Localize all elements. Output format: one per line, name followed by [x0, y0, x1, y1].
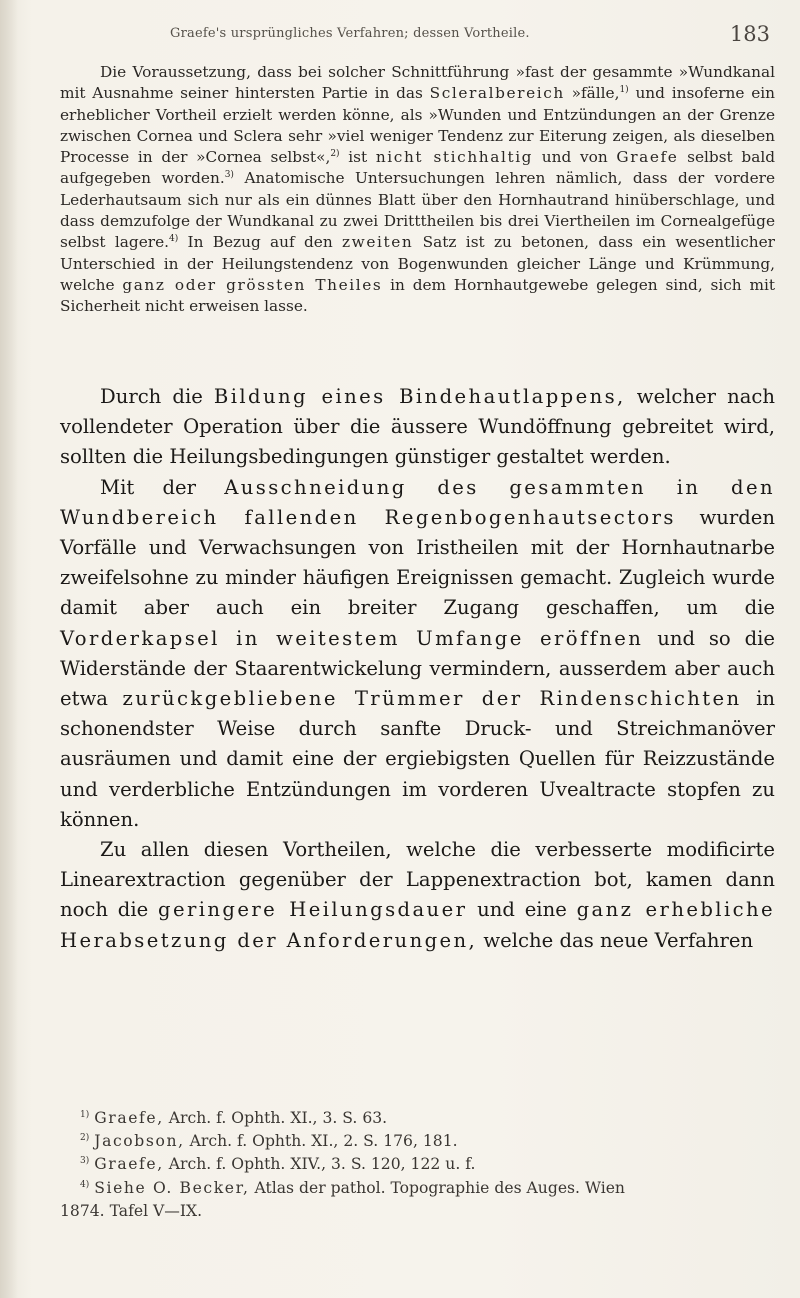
- text-run: Durch die: [100, 385, 214, 408]
- running-head: Graefe's ursprüngliches Verfahren; dessen Vortheile.: [170, 26, 530, 41]
- footnotes: [60, 1107, 775, 1223]
- footnote-author: Siehe O. Becker,: [94, 1178, 250, 1197]
- page-number: 183: [729, 22, 770, 46]
- footnote-marker: 3): [224, 170, 234, 181]
- paragraph-regenbogenhaut: [60, 473, 775, 835]
- footnote-marker: 2): [330, 149, 340, 160]
- spaced-text: nicht stichhaltig: [375, 148, 534, 167]
- footnote-author: Graefe,: [94, 1155, 164, 1174]
- footnote-number: 2): [80, 1133, 90, 1144]
- footnote: [60, 1177, 775, 1200]
- footnote-author: Graefe,: [94, 1109, 164, 1127]
- footnote: [60, 1130, 775, 1153]
- spaced-text: Ausschneidung des gesammten in den Wundbereich fallenden Regenbogenhautsectors: [60, 475, 776, 529]
- paragraph-bindehautlappen: [60, 382, 775, 473]
- text-run: ist: [339, 148, 376, 167]
- spaced-text: ganz oder grössten Theiles: [122, 275, 383, 294]
- text-run: welche das neue Verfahren: [477, 928, 754, 952]
- gutter-shadow: [0, 0, 18, 1298]
- spaced-text: Scleralbereich: [429, 84, 565, 103]
- footnote: [60, 1153, 775, 1176]
- footnote-reference: Atlas der pathol. Topographie des Auges. Wien: [249, 1178, 625, 1197]
- text-run: und von: [533, 148, 617, 167]
- spaced-text: ganz erhebliche Herabsetzung der Anforderungen,: [60, 898, 775, 952]
- text-run: welcher nach vollendeter Operation über die äussere Wundöffnung gebreitet wird, sollten die Heilungsbedingungen günstiger gestaltet werden.: [60, 385, 775, 469]
- paragraph-vortheile: [60, 835, 775, 956]
- footnote: [60, 1107, 775, 1130]
- text-run: In Bezug auf den: [178, 233, 343, 252]
- text-run: Satz ist zu betonen, dass ein wesentlicher Unterschied in der Heilungstendenz von Bogenwunden gleicher Länge und Krümmung, welche: [60, 233, 775, 294]
- footnote-marker: 4): [168, 234, 179, 245]
- spaced-text: Graefe: [616, 148, 679, 167]
- text-run: »fälle,: [564, 84, 620, 103]
- footnote-reference: Arch. f. Ophth. XI., 3. S. 63.: [163, 1109, 388, 1127]
- footnote-reference: Arch. f. Ophth. XIV., 3. S. 120, 122 u. f.: [163, 1155, 476, 1174]
- spaced-text: Vorderkapsel in weitestem Umfange eröffnen: [60, 626, 644, 650]
- footnote-number: 1): [80, 1109, 90, 1120]
- text-run: und so die Widerstände der Staarentwickelung vermindern, ausserdem aber auch etwa: [60, 626, 775, 711]
- text-run: in schonendster Weise durch sanfte Druck- und Streichmanöver ausräumen und damit eine der ergiebigsten Quellen für Reizzustände und verderbliche Entzündungen im vorderen Uvealtracte stopfen zu können.: [60, 687, 775, 831]
- spaced-text: Bildung eines Bindehautlappens,: [213, 385, 626, 408]
- text-run: und insoferne ein erheblicher Vortheil erzielt werden könne, als »Wunden und Entzündungen an der Grenze zwischen Cornea und Sclera sehr »viel weniger Tendenz zur Eiterung zeigen, als dieselben Processe in der »Cornea selbst«,: [60, 84, 775, 167]
- text-run: Die Voraussetzung, dass bei solcher Schnittführung »fast der gesammte »Wundkanal mit Ausnahme seiner hintersten Partie in das: [60, 63, 775, 103]
- text-run: Mit der: [100, 475, 225, 499]
- footnote-marker: 1): [619, 85, 629, 96]
- small-type-block: [60, 62, 775, 318]
- text-run: selbst bald aufgegeben worden.: [60, 148, 776, 188]
- large-type-block: [60, 382, 775, 956]
- text-run: und eine: [467, 898, 577, 922]
- text-run: Zu allen diesen Vortheilen, welche die verbesserte modificirte Linearextraction gegenüber der Lappenextraction bot, kamen dann noch die: [60, 838, 775, 922]
- footnote-number: 4): [80, 1179, 90, 1190]
- text-run: wurden Vorfälle und Verwachsungen von Iristheilen mit der Hornhautnarbe zweifelsohne zu minder häufigen Ereignissen gemacht. Zugleich wurde damit aber auch ein breiter Zugang geschaffen, um die: [60, 505, 775, 620]
- footnote-reference: Arch. f. Ophth. XI., 2. S. 176, 181.: [184, 1132, 458, 1151]
- footnote-author: Jacobson,: [94, 1132, 185, 1151]
- spaced-text: zurückgebliebene Trümmer der Rindenschichten: [122, 687, 742, 711]
- footnote-continuation: 1874. Tafel V—IX.: [60, 1201, 203, 1220]
- spaced-text: geringere Heilungsdauer: [158, 898, 468, 922]
- spaced-text: zweiten: [342, 233, 414, 252]
- page-header: [170, 22, 770, 46]
- footnote-number: 3): [80, 1156, 90, 1167]
- text-run: in dem Hornhautgewebe gelegen sind, sich mit Sicherheit nicht erweisen lasse.: [60, 275, 775, 316]
- paragraph-small: [60, 62, 775, 318]
- text-run: Anatomische Untersuchungen lehren nämlich, dass der vordere Lederhautsaum sich nur als ein dünnes Blatt über den Hornhautrand hinüberschlage, und dass demzufolge der Wundkanal zu zwei Dritttheilen bis drei Viertheilen im Cornealgefüge selbst lagere.: [60, 169, 776, 252]
